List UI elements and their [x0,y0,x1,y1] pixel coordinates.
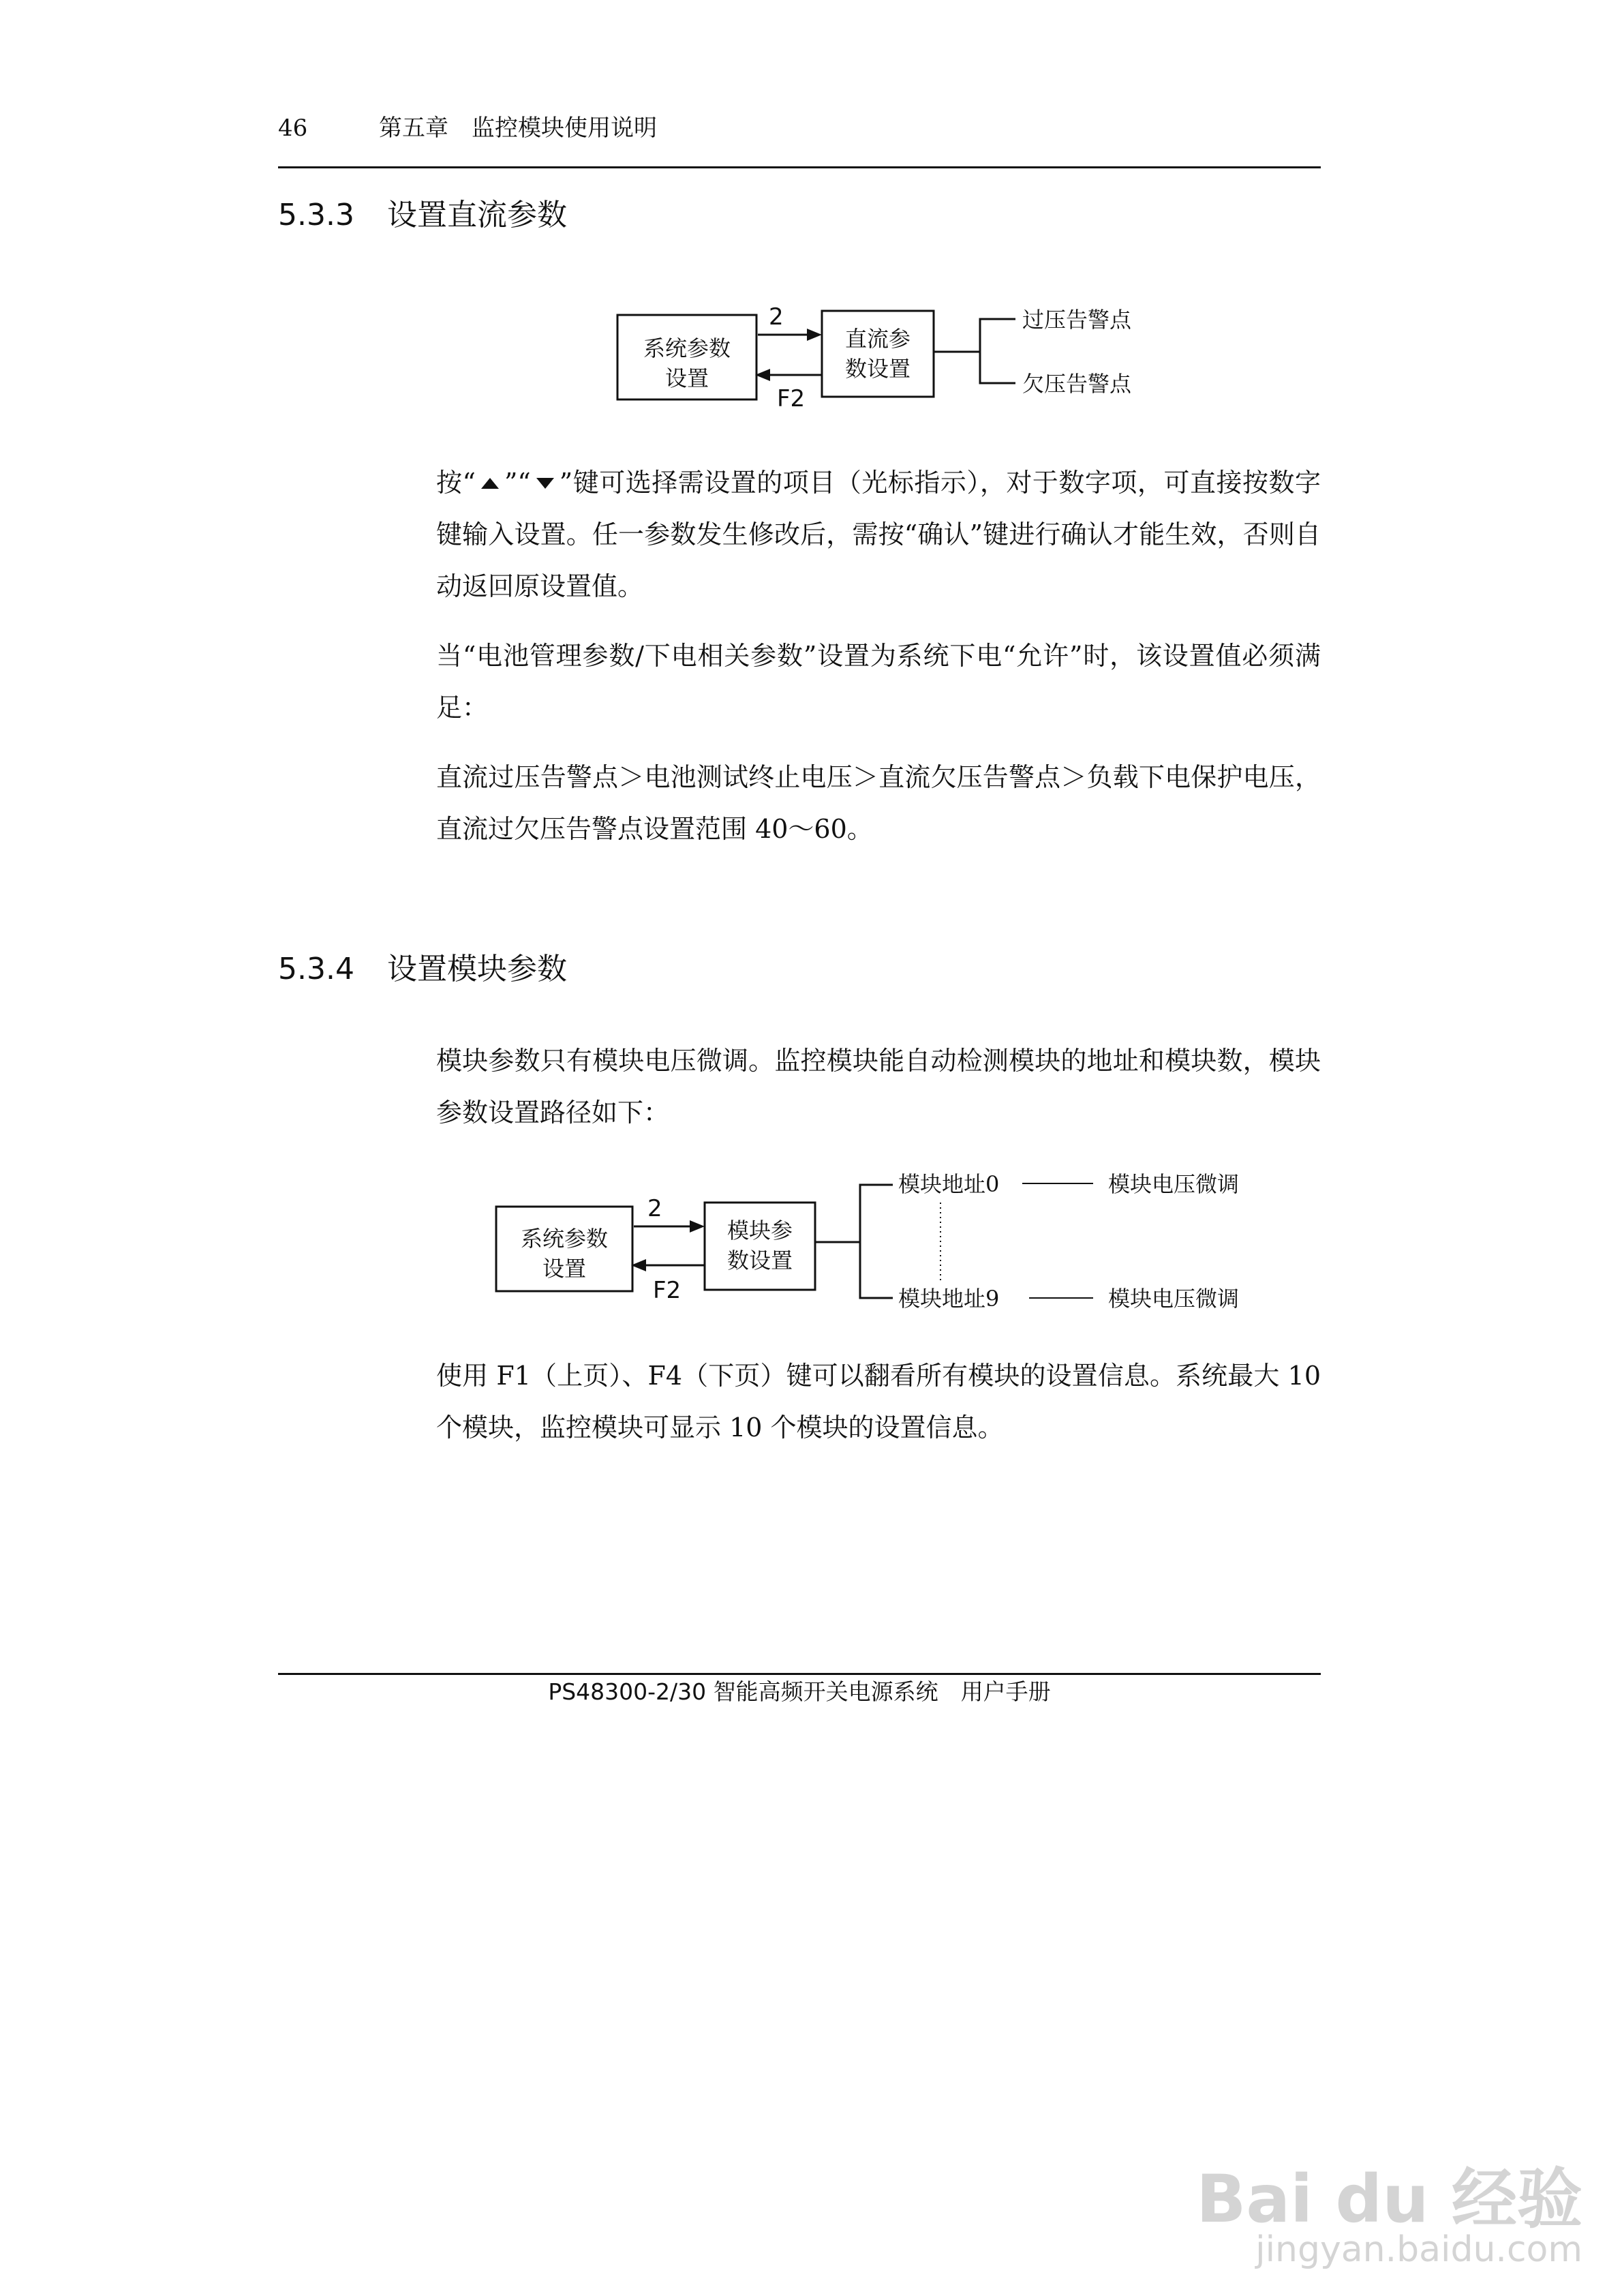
arrow-label-2: 2 [647,1195,662,1222]
footer-rule [278,1673,1321,1675]
box-left-line1: 系统参数 [520,1226,609,1252]
paragraph-condition: 当“电池管理参数/下电相关参数”设置为系统下电“允许”时，该设置值必须满足： [436,641,1321,723]
voltage-adjust-top: 模块电压微调 [1108,1171,1240,1197]
module-address-bottom: 模块地址9 [898,1286,1000,1312]
module-address-top: 模块地址0 [898,1171,1000,1197]
branch-undervoltage: 欠压告警点 [1022,371,1132,397]
box-left-line1: 系统参数 [643,335,731,361]
voltage-adjust-bottom: 模块电压微调 [1108,1286,1240,1312]
arrow-label-f2: F2 [777,385,806,412]
section-title: 设置直流参数 [387,198,567,232]
box-left-line2: 设置 [542,1256,587,1282]
watermark-logo: Bai du 经验 [1196,2161,1582,2237]
arrow-label-f2: F2 [653,1277,682,1304]
section-title: 设置模块参数 [387,952,567,986]
box-left-line2: 设置 [664,365,709,391]
page-number: 46 [278,115,308,142]
box-right-line1: 直流参 [844,326,911,352]
box-right-line2: 数设置 [726,1248,793,1273]
branch-overvoltage: 过压告警点 [1022,307,1132,333]
paragraph-order: 直流过压告警点＞电池测试终止电压＞直流欠压告警点＞负载下电保护电压，直流过欠压告警点设置范围 40～60。 [436,762,1321,844]
watermark-url: jingyan.baidu.com [1255,2229,1582,2270]
section-534-page-keys: 使用 F1（上页）、F4（下页）键可以翻看所有模块的设置信息。系统最大 10 个模块，监控模块可显示 10 个模块的设置信息。 [436,1361,1321,1442]
section-number: 5.3.4 [278,952,354,986]
section-534-intro: 模块参数只有模块电压微调。监控模块能自动检测模块的地址和模块数，模块参数设置路径如下： [436,1046,1321,1128]
paragraph-keys: 按“ ”“ ”键可选择需设置的项目（光标指示），对于数字项，可直接按数字键输入设置。任一参数发生修改后，需按“确认”键进行确认才能生效，否则自动返回原设置值。 [436,468,1321,601]
footer-text: PS48300-2/30 智能高频开关电源系统 用户手册 [548,1678,1051,1705]
branch-connector [860,1185,893,1298]
box-right-line1: 模块参 [726,1218,793,1243]
section-number: 5.3.3 [278,198,354,232]
arrow-label-2: 2 [769,303,784,331]
box-right-line2: 数设置 [844,356,911,382]
module-params-box [705,1203,815,1290]
chapter-title: 第五章 监控模块使用说明 [379,115,657,142]
